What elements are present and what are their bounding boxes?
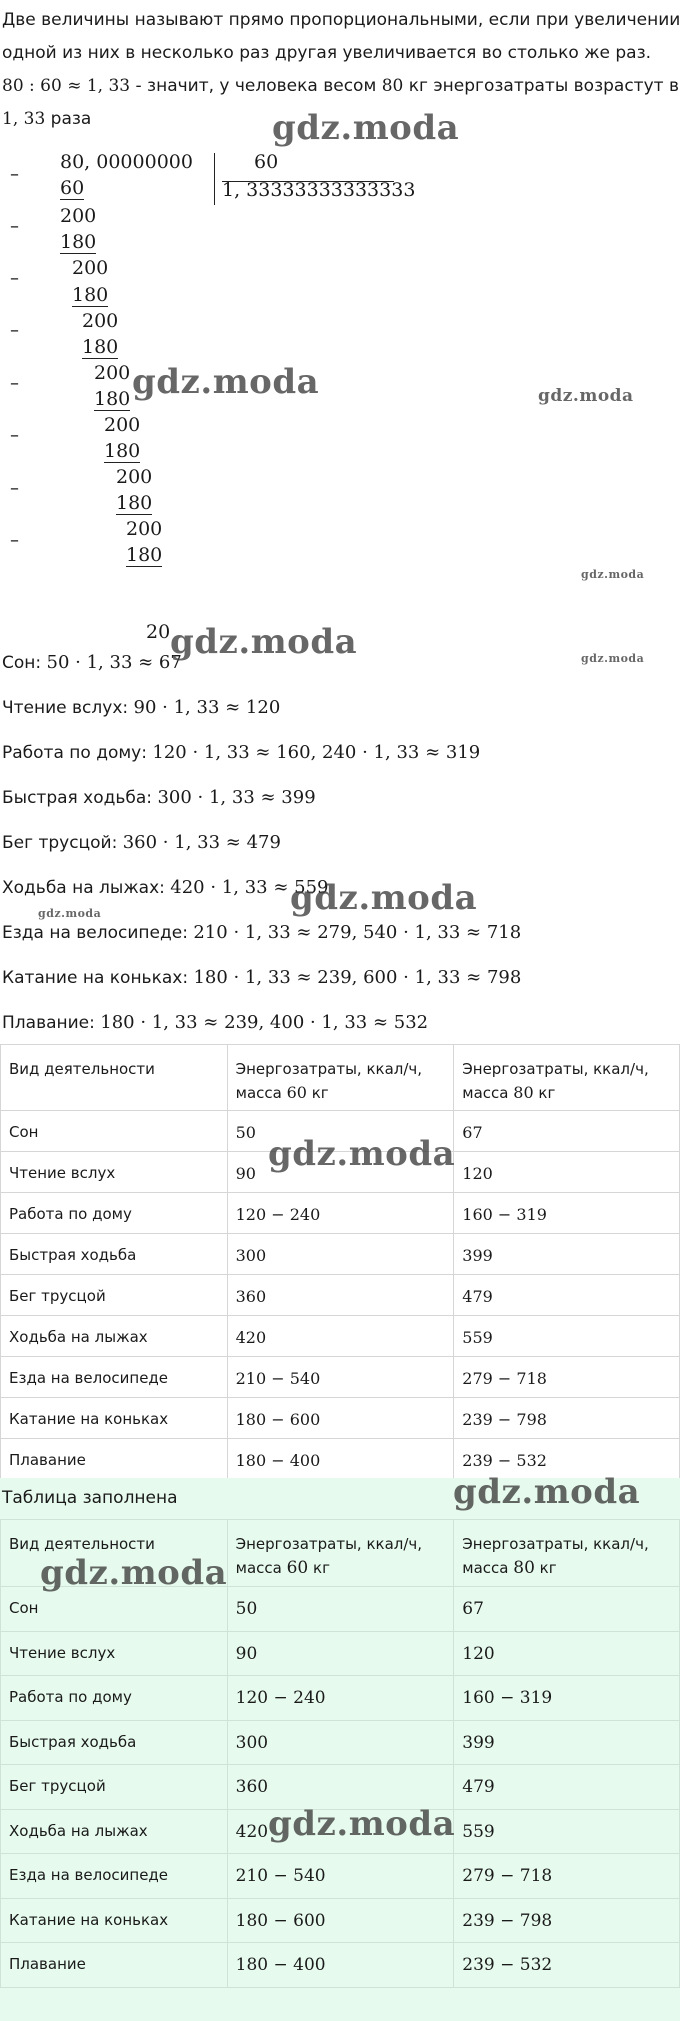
cell-value: 279 − 718 [462,1866,553,1886]
cell-value: 160 − 319 [462,1205,547,1224]
calc-label: Сон: [2,653,47,673]
energy-80-cell [454,1316,680,1357]
energy-60-cell [227,1398,454,1439]
header-mass-value: 60 [286,1083,307,1102]
energy-80-cell [454,1676,680,1721]
header-mass-text: масса [235,1084,287,1102]
energy-table [0,1044,680,1480]
cell-value: 120 [462,1643,495,1664]
activity-cell [1,1765,228,1810]
energy-80-cell [454,1234,680,1275]
header-mass [236,1556,446,1580]
cell-value: 479 [462,1287,493,1306]
header-mass-value: 60 [286,1558,309,1578]
table-header-cell [454,1520,680,1587]
activity-cell [1,1439,228,1480]
cell-value: 67 [462,1123,483,1142]
intro-line-4: раза [45,109,92,129]
cell-value: 50 [235,1599,258,1619]
division-subtrahend: 180 [126,544,163,566]
calc-line [2,877,328,898]
watermark: gdz.moda [272,108,460,148]
activity-cell [1,1898,228,1943]
cell-value: 180 − 600 [235,1910,326,1931]
energy-80-cell [454,1111,680,1152]
table-row-filled [1,1676,680,1721]
activity-cell [1,1152,228,1193]
cell-value: 360 [235,1287,267,1306]
cell-value: Работа по дому [9,1205,132,1223]
calc-label: Чтение вслух: [2,698,134,718]
division-dash: – [10,478,19,499]
cell-value: 90 [235,1643,258,1664]
cell-value: Езда на велосипеде [9,1866,169,1884]
energy-60-cell [227,1765,454,1810]
header-label: Энергозатраты, ккал/ч, [462,1535,649,1553]
cell-value: 120 − 240 [235,1205,321,1224]
table-row [1,1398,680,1439]
calc-expression: 90 · 1, 33 ≈ 120 [133,697,281,718]
header-label: Энергозатраты, ккал/ч, [235,1060,423,1078]
energy-80-cell [454,1275,680,1316]
calc-expression: 210 · 1, 33 ≈ 279, 540 · 1, 33 ≈ 718 [193,922,522,943]
table-row [1,1357,680,1398]
calc-line [2,652,182,673]
cell-value: 67 [462,1599,484,1619]
cell-value: 559 [462,1821,495,1842]
activity-cell [1,1316,228,1357]
division-subtrahend: 180 [104,440,141,462]
energy-60-cell [227,1193,454,1234]
division-remainder: 200 [94,362,131,384]
header-label: Энергозатраты, ккал/ч, [235,1535,423,1553]
watermark: gdz.moda [538,386,634,406]
energy-80-cell [454,1357,680,1398]
cell-value: 239 − 798 [462,1410,547,1429]
activity-cell [1,1193,228,1234]
energy-80-cell [454,1809,680,1854]
watermark: gdz.moda [268,1134,456,1174]
energy-60-cell [227,1316,454,1357]
energy-60-cell [227,1720,454,1765]
division-remainder: 200 [72,257,109,279]
header-mass [462,1556,671,1580]
division-subtrahend: 180 [60,231,97,253]
header-mass-text: масса [235,1559,287,1577]
intro-line-2: одной из них в несколько раз другая увеличивается во столько же раз. [2,43,652,63]
cell-value: Бег трусцой [9,1287,106,1305]
calc-line [2,787,316,808]
activity-cell [1,1943,228,1988]
factor-math: 1, 33 [2,109,46,129]
calc-line [2,832,281,853]
table-header-cell [454,1045,680,1111]
activity-cell [1,1587,228,1632]
cell-value: Плавание [9,1451,86,1469]
table-header-row [1,1045,680,1111]
division-first-sub: 60 [60,177,85,199]
header-mass-value: 80 [513,1558,535,1578]
cell-value: Катание на коньках [9,1410,169,1428]
cell-value: 210 − 540 [235,1866,326,1886]
header-mass-unit: кг [308,1559,330,1577]
activity-cell [1,1275,228,1316]
cell-value: 239 − 532 [462,1955,553,1975]
table-row-filled [1,1898,680,1943]
energy-80-cell [454,1152,680,1193]
cell-value: 279 − 718 [462,1369,547,1388]
cell-value: 420 [235,1328,267,1347]
energy-80-cell [454,1587,680,1632]
cell-value: Чтение вслух [9,1164,116,1182]
division-subtrahend: 180 [72,284,109,306]
activity-cell [1,1111,228,1152]
cell-value: Сон [9,1123,39,1141]
table-row-filled [1,1587,680,1632]
header-mass-text: масса [462,1084,514,1102]
cell-value: Сон [9,1599,39,1617]
intro-line-1: Две величины называют прямо пропорциональными, если при увеличении [2,10,680,30]
energy-60-cell [227,1898,454,1943]
watermark: gdz.moda [170,622,358,662]
ratio-math: 80 : 60 ≈ 1, 33 [2,76,131,96]
calc-expression: 180 · 1, 33 ≈ 239, 600 · 1, 33 ≈ 798 [193,967,522,988]
division-dash: – [10,164,19,185]
header-label: Вид деятельности [9,1535,155,1553]
division-subtrahend: 180 [94,388,131,410]
cell-value: 180 − 600 [235,1410,321,1429]
calc-label: Быстрая ходьба: [2,788,158,808]
cell-value: 210 − 540 [235,1369,321,1388]
division-dash: – [10,373,19,394]
energy-80-cell [454,1720,680,1765]
table-row-filled [1,1765,680,1810]
energy-80-cell [454,1854,680,1899]
energy-60-cell [227,1234,454,1275]
calc-line [2,697,280,718]
cell-value: 360 [235,1777,269,1797]
division-divisor: 60 [254,151,279,173]
division-remainder: 200 [104,414,141,436]
watermark: gdz.moda [268,1804,456,1844]
calc-expression: 360 · 1, 33 ≈ 479 [122,832,281,853]
cell-value: 420 [235,1821,269,1842]
energy-80-cell [454,1943,680,1988]
division-subtrahend: 180 [82,336,119,358]
calc-line [2,1012,428,1033]
division-last-remainder: 20 [146,621,171,643]
intro-line-3b: кг энергозатраты возрастут в [403,76,679,96]
watermark: gdz.moda [132,362,320,402]
table-row-filled [1,1720,680,1765]
calc-line [2,742,480,763]
division-dash: – [10,216,19,237]
energy-60-cell [227,1357,454,1398]
activity-cell [1,1631,228,1676]
cell-value: 160 − 319 [462,1688,553,1708]
activity-cell [1,1676,228,1721]
calc-line [2,922,521,943]
cell-value: Бег трусцой [9,1777,106,1795]
watermark: gdz.moda [581,568,645,581]
cell-value: 120 − 240 [235,1688,326,1708]
activity-cell [1,1854,228,1899]
table-row-filled [1,1854,680,1899]
cell-value: Езда на велосипеде [9,1369,169,1387]
activity-cell [1,1234,228,1275]
energy-60-cell [227,1854,454,1899]
energy-60-cell [227,1275,454,1316]
intro-line-3: - значит, у человека весом [130,76,382,96]
cell-value: 399 [462,1732,495,1753]
energy-60-cell [227,1676,454,1721]
division-bar [214,153,215,205]
calc-label: Ходьба на лыжах: [2,878,171,898]
energy-80-cell [454,1398,680,1439]
cell-value: 180 − 400 [235,1955,326,1975]
division-dash: – [10,320,19,341]
table-row [1,1234,680,1275]
filled-title: Таблица заполнена [2,1488,178,1508]
division-remainder: 200 [116,466,153,488]
table-header-cell [227,1520,454,1587]
watermark: gdz.moda [40,1553,228,1593]
division-dash: – [10,268,19,289]
table-row-filled [1,1943,680,1988]
watermark: gdz.moda [581,652,645,665]
cell-value: 399 [462,1246,493,1265]
header-mass-value: 80 [513,1083,534,1102]
activity-cell [1,1720,228,1765]
header-mass-text: масса [462,1559,514,1577]
calc-label: Плавание: [2,1013,101,1033]
cell-value: Плавание [9,1955,86,1973]
activity-cell [1,1398,228,1439]
calc-label: Работа по дому: [2,743,153,763]
calc-label: Катание на коньках: [2,968,194,988]
cell-value: 90 [235,1164,256,1183]
table-row [1,1316,680,1357]
energy-60-cell [227,1631,454,1676]
calc-expression: 420 · 1, 33 ≈ 559 [170,877,329,898]
header-mass-unit: кг [306,1084,329,1102]
table-row [1,1193,680,1234]
watermark: gdz.moda [453,1472,641,1512]
header-mass-unit: кг [533,1084,556,1102]
table-row-filled [1,1631,680,1676]
calc-expression: 50 · 1, 33 ≈ 67 [46,652,182,673]
cell-value: 239 − 798 [462,1910,553,1931]
weight-math: 80 [381,76,404,96]
cell-value: Быстрая ходьба [9,1246,137,1264]
calc-expression: 180 · 1, 33 ≈ 239, 400 · 1, 33 ≈ 532 [100,1012,429,1033]
cell-value: Чтение вслух [9,1643,116,1662]
division-remainder: 200 [126,518,163,540]
calc-line [2,967,521,988]
cell-value: Ходьба на лыжах [9,1328,148,1346]
division-remainder: 200 [82,310,119,332]
calc-expression: 120 · 1, 33 ≈ 160, 240 · 1, 33 ≈ 319 [152,742,481,763]
energy-80-cell [454,1631,680,1676]
energy-60-cell [227,1943,454,1988]
calc-label: Бег трусцой: [2,833,123,853]
cell-value: Ходьба на лыжах [9,1821,148,1840]
header-label: Вид деятельности [9,1060,155,1078]
division-subtrahend: 180 [116,492,153,514]
cell-value: 180 − 400 [235,1451,321,1470]
division-quotient: 1, 33333333333333 [222,179,416,201]
watermark: gdz.moda [290,878,478,918]
cell-value: 559 [462,1328,493,1347]
energy-80-cell [454,1898,680,1943]
header-mass-unit: кг [534,1559,557,1577]
division-dividend: 80, 00000000 [60,151,193,173]
energy-80-cell [454,1765,680,1810]
calc-expression: 300 · 1, 33 ≈ 399 [157,787,316,808]
table-header-cell [227,1045,454,1111]
division-dash: – [10,425,19,446]
cell-value: 479 [462,1777,495,1797]
table-header-cell [1,1045,228,1111]
watermark: gdz.moda [38,907,102,920]
calc-label: Езда на велосипеде: [2,923,194,943]
energy-80-cell [454,1193,680,1234]
cell-value: 50 [235,1123,256,1142]
header-label: Энергозатраты, ккал/ч, [462,1060,649,1078]
cell-value: 120 [462,1164,493,1183]
header-mass [236,1081,446,1105]
cell-value: 300 [235,1246,267,1265]
division-remainder: 200 [60,205,97,227]
activity-cell [1,1357,228,1398]
energy-60-cell [227,1439,454,1480]
cell-value: 239 − 532 [462,1451,547,1470]
cell-value: Работа по дому [9,1688,132,1706]
header-mass [462,1081,671,1105]
cell-value: 300 [235,1732,269,1753]
activity-cell [1,1809,228,1854]
division-dash: – [10,530,19,551]
energy-60-cell [227,1587,454,1632]
cell-value: Катание на коньках [9,1910,169,1929]
table-row [1,1275,680,1316]
cell-value: Быстрая ходьба [9,1732,137,1751]
